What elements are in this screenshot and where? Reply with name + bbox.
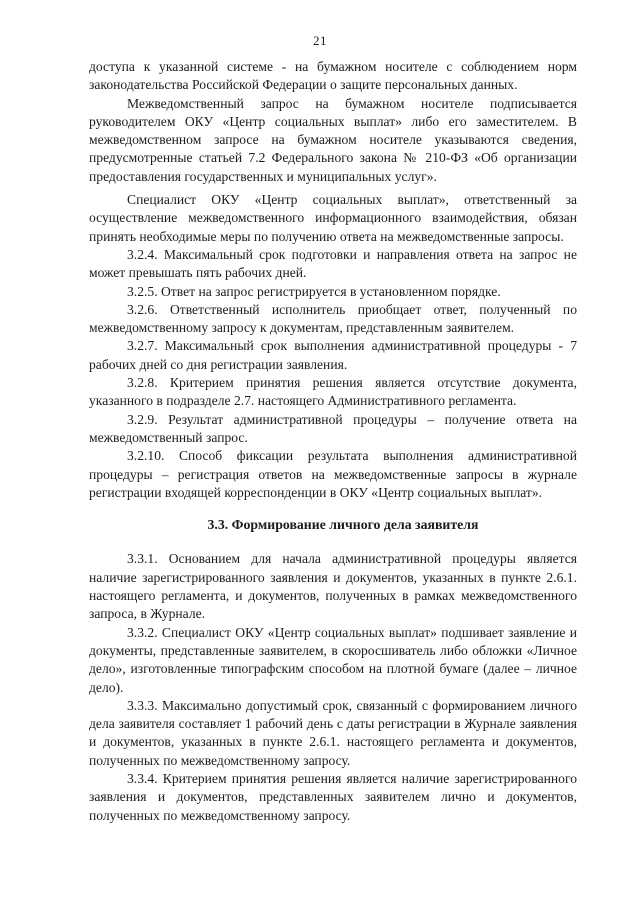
paragraph: 3.3.3. Максимально допустимый срок, связанный с формированием личного дела заявителя составляет 1 рабочий день с даты регистрации в Журнале заявления и документов, указанных в пункте 2.6.1. настоящего регламента и документов, полученных по межведомственному запросу. [89,697,577,768]
paragraph: 3.2.6. Ответственный исполнитель приобщает ответ, полученный по межведомственному запросу к документам, представленным заявителем. [89,301,577,336]
document-body [89,58,577,825]
paragraph: Межведомственный запрос на бумажном носителе подписывается руководителем ОКУ «Центр социальных выплат» либо его заместителем. В межведомственном запросе на бумажном носителе указываются сведения, предусмотренные статьей 7.2 Федерального закона № 210-ФЗ «Об организации предоставления государственных и муниципальных услуг». [89,95,577,184]
paragraph: 3.2.4. Максимальный срок подготовки и направления ответа на запрос не может превышать пять рабочих дней. [89,246,577,281]
paragraph: доступа к указанной системе - на бумажном носителе с соблюдением норм законодательства Российской Федерации о защите персональных данных. [89,59,577,93]
paragraph: 3.2.10. Способ фиксации результата выполнения административной процедуры – регистрация ответов на межведомственные запросы в журнале регистрации входящей корреспонденции в ОКУ «Центр социальных выплат». [89,448,577,500]
paragraph: 3.2.7. Максимальный срок выполнения административной процедуры - 7 рабочих дней со дня регистрации заявления. [89,338,577,372]
paragraph: 3.3.4. Критерием принятия решения является наличие зарегистрированного заявления и документов, представленных заявителем лично и документов, полученных по межведомственному запросу. [89,770,577,823]
paragraph: 3.3.1. Основанием для начала административной процедуры является наличие зарегистрированного заявления и документов, указанных в пункте 2.6.1. настоящего регламента, и документов, полученных в рамках межведомственного запроса, в Журнале. [89,551,577,622]
paragraph: 3.3.2. Специалист ОКУ «Центр социальных выплат» подшивает заявление и документы, представленные заявителем, в скоросшиватель либо обложки «Личное дело», изготовленные типографским способом на плотной бумаге (далее – личное дело). [89,624,577,695]
paragraph: 3.2.9. Результат административной процедуры – получение ответа на межведомственный запрос. [89,411,577,445]
paragraph: Специалист ОКУ «Центр социальных выплат», ответственный за осуществление межведомственного информационного взаимодействия, обязан принять необходимые меры по получению ответа на межведомственные запросы. [89,192,577,244]
paragraph: 3.2.8. Критерием принятия решения является отсутствие документа, указанного в подразделе 2.7. настоящего Административного регламента. [89,375,577,409]
page-number: 21 [313,33,327,48]
paragraph: 3.2.5. Ответ на запрос регистрируется в установленном порядке. [127,283,501,299]
section-heading: 3.3. Формирование личного дела заявителя [207,517,479,533]
